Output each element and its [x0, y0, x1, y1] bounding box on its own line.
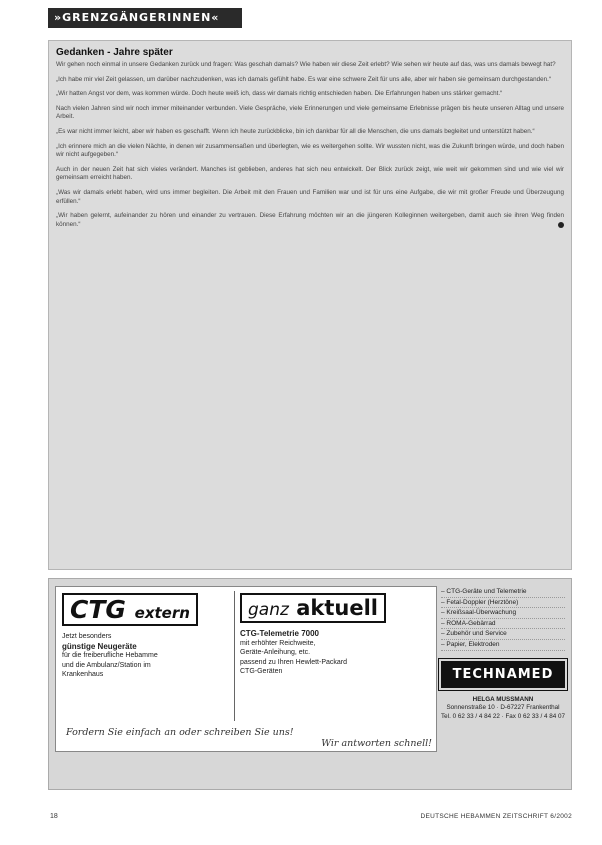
article-paragraph: Auch in der neuen Zeit hat sich vieles verändert. Manches ist geblieben, anderes hat sich neu entwickelt. Der Blick zurück zeigt, wie weit wir gekommen sind und wie viel wir gemeinsam erreicht haben. [56, 165, 564, 182]
ad-slogan-line: Fordern Sie einfach an oder schreiben Sie uns! [66, 727, 294, 738]
article-box [48, 40, 572, 570]
article-paragraph: „Was wir damals erlebt haben, wird uns immer begleiten. Die Arbeit mit den Frauen und Familien war und ist für uns eine Aufgabe, die wir mit großer Freude und Überzeugung erfüllen.“ [56, 188, 564, 205]
company-info [441, 696, 565, 722]
ganz-aktuell-logo: ganz aktuell [240, 593, 386, 623]
advertisement [48, 578, 572, 790]
publication-footer: DEUTSCHE HEBAMMEN ZEITSCHRIFT 6/2002 [420, 813, 572, 820]
ad-left-headline: günstige Neugeräte [62, 641, 137, 651]
ad-left-line: Jetzt besonders [62, 633, 112, 640]
ad-mid-line: passend zu Ihren Hewlett-Packard [240, 658, 347, 666]
ad-mid-line: Geräte-Anleihung, etc. [240, 649, 311, 656]
product-list-item: – ROMA-Gebärrad [441, 619, 565, 630]
ad-left-line: für die freiberufliche Hebamme [62, 652, 158, 659]
product-list-item: – Fetal-Doppler (Herztöne) [441, 598, 565, 609]
ad-left-column [62, 593, 230, 680]
article-paragraph: Wir gehen noch einmal in unsere Gedanken zurück und fragen: Was geschah damals? Wie haben wir diese Zeit erlebt? Wie sehen wir heute auf das, was uns damals bewegt hat? [56, 61, 556, 68]
page-number: 18 [50, 813, 58, 820]
company-address: Sonnenstraße 10 · D-67227 Frankenthal [446, 704, 560, 712]
product-list-item: – CTG-Geräte und Telemetrie [441, 587, 565, 598]
ad-script-slogan [66, 727, 432, 749]
section-banner: »GRENZGÄNGERINNEN« [48, 8, 242, 28]
ad-left-text [62, 632, 230, 680]
product-list-item: – Papier, Elektroden [441, 640, 565, 651]
ad-mid-text [240, 629, 430, 677]
ad-mid-line: mit erhöhter Reichweite, [240, 639, 316, 647]
end-of-article-icon [558, 222, 564, 228]
ad-left-line: Krankenhaus [62, 671, 104, 678]
article-paragraph: „Ich erinnere mich an die vielen Nächte, in denen wir zusammensaßen und überlegten, wie es weitergehen sollte. Wir wussten nicht, was die Zukunft bringen würde, und doch haben wir nicht aufgegeben.“ [56, 142, 564, 159]
company-phone: Tel. 0 62 33 / 4 84 22 · Fax 0 62 33 / 4 84 07 [441, 712, 565, 720]
article-title: Gedanken - Jahre später [56, 47, 173, 58]
technamed-logo: TECHNAMED [441, 661, 565, 688]
company-name: HELGA MUSSMANN [472, 695, 534, 703]
ad-mid-headline: CTG-Telemetrie 7000 [240, 629, 319, 638]
ad-slogan-line: Wir antworten schnell! [321, 738, 432, 749]
article-paragraph: „Es war nicht immer leicht, aber wir haben es geschafft. Wenn ich heute zurückblicke, bin ich dankbar für all die Menschen, die uns damals begleitet und unterstützt haben.“ [56, 127, 535, 135]
ad-mid-line: CTG-Geräten [240, 668, 283, 675]
ad-divider [234, 591, 235, 721]
article-paragraph: „Ich habe mir viel Zeit gelassen, um darüber nachzudenken, was ich damals gefühlt habe. Es war eine schwere Zeit für uns alle, aber wir haben sie gemeinsam durchgestanden.“ [56, 75, 551, 83]
ctg-extern-logo: CTG extern [62, 593, 198, 626]
ad-middle-column [240, 593, 430, 677]
ad-right-column [441, 587, 565, 721]
article-paragraph: Nach vielen Jahren sind wir noch immer miteinander verbunden. Viele Gespräche, viele Erinnerungen und viele gemeinsame Erlebnisse prägen bis heute unseren Alltag und unsere Arbeit. [56, 104, 564, 121]
product-list-item: – Zubehör und Service [441, 629, 565, 640]
article-paragraph: „Wir haben gelernt, aufeinander zu hören und einander zu vertrauen. Diese Erfahrung möchten wir an die jüngeren Kolleginnen weitergeben, damit auch sie ihren Weg finden können.“ [56, 212, 564, 228]
product-list [441, 587, 565, 651]
ad-left-line: und die Ambulanz/Station im [62, 661, 151, 669]
article-paragraph: „Wir hatten Angst vor dem, was kommen würde. Doch heute weiß ich, dass wir damals richtig entschieden haben. Die Erfahrungen haben uns stärker gemacht.“ [56, 90, 503, 98]
ad-main-panel [55, 586, 437, 752]
product-list-item: – Kreißsaal-Überwachung [441, 608, 565, 619]
